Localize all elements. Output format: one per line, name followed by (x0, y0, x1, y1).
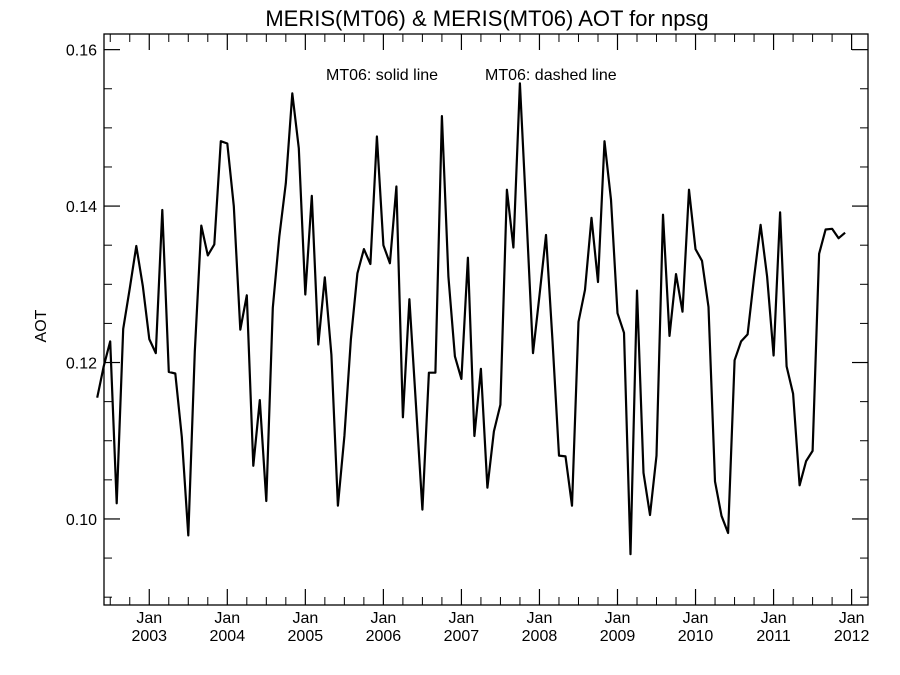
x-tick-year: 2012 (833, 628, 870, 645)
x-tick-month: Jan (838, 610, 865, 627)
dashed-line-annotation: MT06: dashed line (485, 67, 617, 84)
x-tick-month: Jan (292, 610, 319, 627)
x-tick-year: 2006 (365, 628, 402, 645)
x-tick-month: Jan (214, 610, 241, 627)
x-tick-year: 2007 (443, 628, 480, 645)
y-tick-label: 0.12 (65, 355, 97, 373)
axis-ticks (66, 34, 870, 645)
aot-series-line (97, 83, 845, 554)
x-tick-month: Jan (136, 610, 163, 627)
x-tick-month: Jan (604, 610, 631, 627)
x-tick-year: 2011 (756, 628, 791, 645)
x-tick-month: Jan (760, 610, 787, 627)
solid-line-annotation: MT06: solid line (326, 67, 439, 84)
x-tick-year: 2009 (599, 628, 636, 645)
y-tick-label: 0.16 (65, 42, 97, 60)
x-tick-year: 2010 (677, 628, 714, 645)
x-tick-year: 2008 (521, 628, 558, 645)
x-tick-year: 2004 (209, 628, 246, 645)
series-layer (97, 83, 845, 554)
x-tick-month: Jan (682, 610, 709, 627)
x-tick-month: Jan (448, 610, 475, 627)
y-axis-label: AOT (33, 309, 50, 343)
x-tick-month: Jan (370, 610, 397, 627)
y-tick-label: 0.10 (65, 511, 97, 529)
x-tick-year: 2003 (131, 628, 168, 645)
plot-frame (104, 34, 868, 605)
x-tick-year: 2005 (287, 628, 324, 645)
y-tick-label: 0.14 (65, 199, 97, 217)
chart-title: MERIS(MT06) & MERIS(MT06) AOT for npsg (265, 6, 709, 31)
x-tick-month: Jan (526, 610, 553, 627)
